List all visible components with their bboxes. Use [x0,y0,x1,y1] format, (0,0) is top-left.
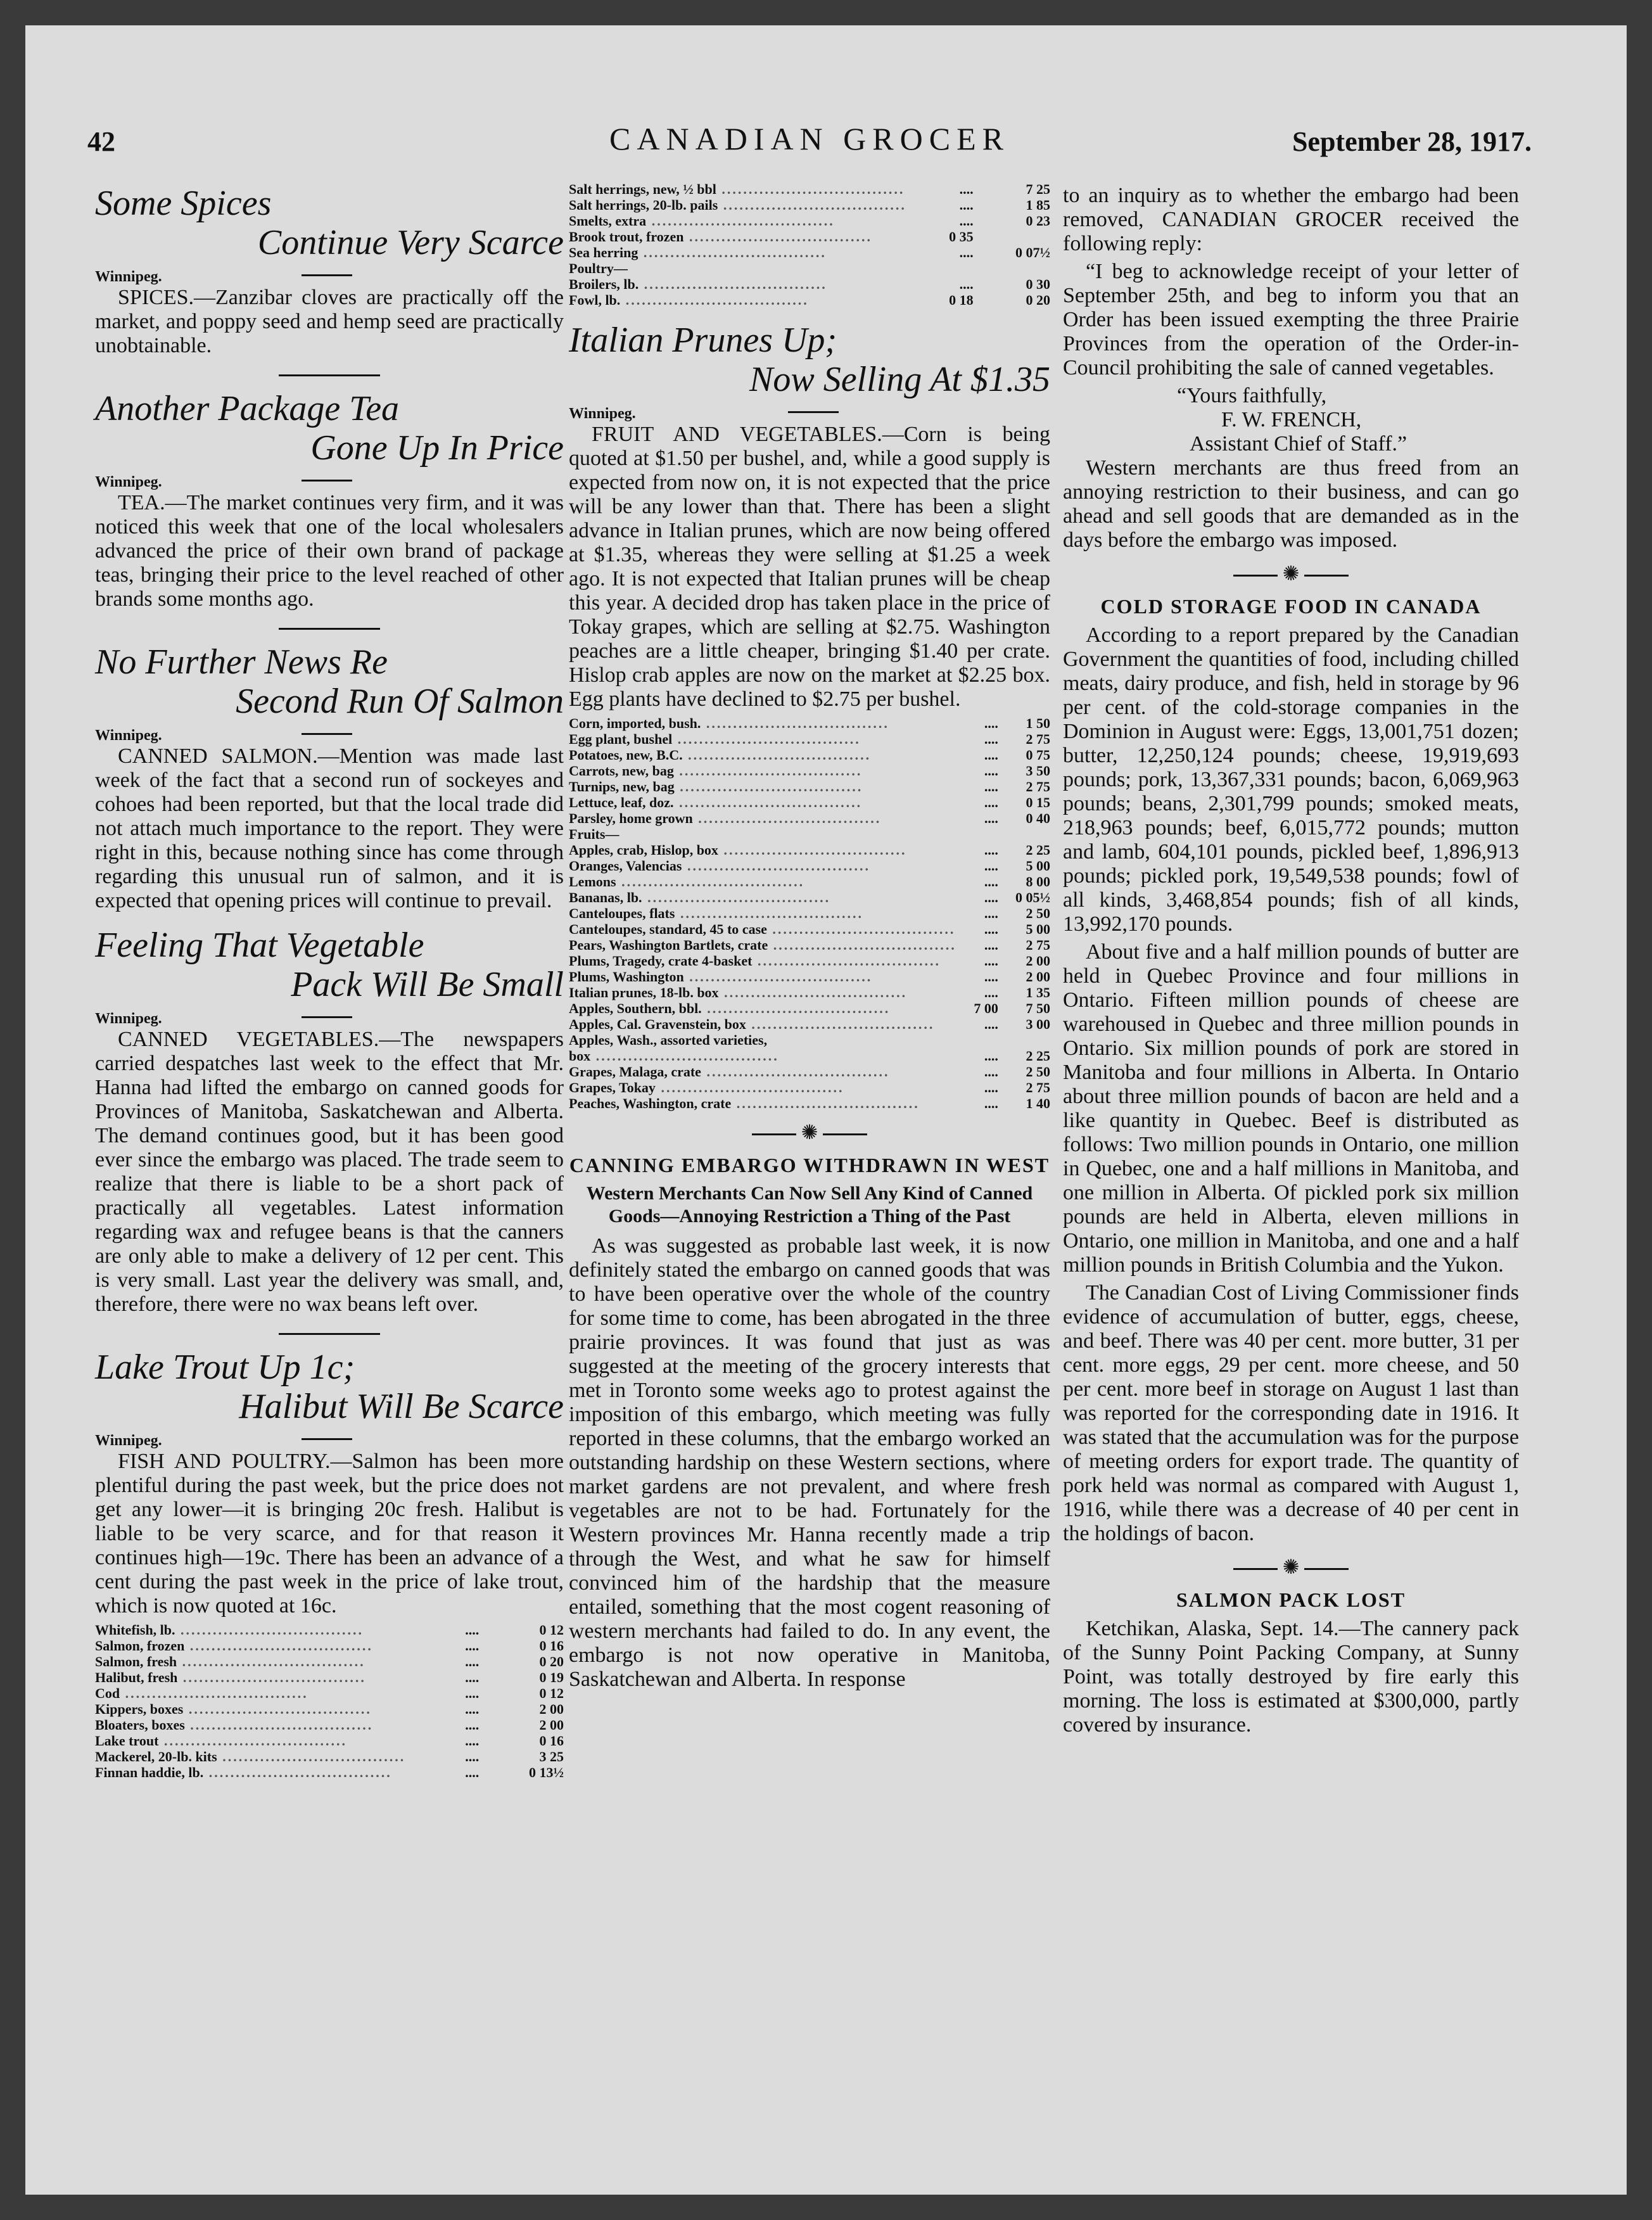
price-item: Cod .................................. [95,1685,308,1701]
price-item: Canteloupes, standard, 45 to case .................................. [569,921,956,937]
price-item: Plums, Washington .................................. [569,969,873,985]
price-high: 2 00 [539,1701,564,1717]
embargo-headline: CANNING EMBARGO WITHDRAWN IN WEST [569,1154,1050,1177]
price-row [569,1095,1050,1111]
embargo-conclusion: Western merchants are thus freed from an annoying restriction to their business, and can go ahead and sell goods that are demanded as in the days before the embargo was imposed. [1063,456,1519,552]
price-item: Apples, Southern, bbl. .................................. [569,1000,891,1016]
price-item: Smelts, extra .................................. [569,213,835,229]
price-item: Plums, Tragedy, crate 4-basket .................................. [569,953,941,969]
price-row [95,1764,564,1780]
price-low: .... [465,1717,480,1733]
price-row [569,229,1050,245]
fish-dateline: Winnipeg. [95,1429,564,1450]
price-item: Lake trout .................................. [95,1733,347,1749]
price-high: 2 00 [539,1717,564,1733]
price-high: 2 75 [1026,779,1050,794]
price-low [956,1032,998,1048]
vegetables-article: CANNED VEGETABLES.—The newspapers carried despatches last week to the effect that Mr. Hanna had lifted the embargo on canned goods for Provinces of Manitoba, Saskatchewan and Alberta. The demand continues good, but it has been good ever since the embargo was placed. The trade seem to realize that there is liable to be a short pack of practically all vegetables. Latest information regarding wax and refugee beans is that the canners are only able to make a delivery of 12 per cent. This is very small. Last year the delivery was small, and, therefore, there were no wax beans left over. [95,1028,564,1316]
price-item: Parsley, home grown .................................. [569,810,882,826]
salmon-dateline: Winnipeg. [95,724,564,744]
price-row [569,1016,1050,1032]
price-item: Bananas, lb. .................................. [569,890,831,905]
price-high: 0 16 [539,1733,564,1749]
price-low: .... [984,858,998,874]
price-high: 0 23 [1026,213,1050,229]
price-high: 0 12 [539,1622,564,1638]
price-item: Lemons .................................. [569,874,805,890]
price-row [569,1064,1050,1080]
prunes-dateline: Winnipeg. [569,402,1050,423]
price-low: .... [959,197,974,213]
price-item: Grapes, Malaga, crate .................................. [569,1064,890,1080]
fish-poultry-price-table [569,181,1050,308]
price-row [569,969,1050,985]
publication-title: CANADIAN GROCER [609,121,1010,156]
price-item: Apples, Cal. Gravenstein, box .................................. [569,1016,935,1032]
price-high: 2 75 [1026,731,1050,747]
price-item: Fruits— [569,826,620,842]
fish-article: FISH AND POULTRY.—Salmon has been more plentiful during the past week, but the price does not get any lower—it is bringing 20c fresh. Halibut is liable to be very scarce, and for that reason it continues high—19c. There has been an advance of a cent during the past week in the price of lake trout, which is now quoted at 16c. [95,1450,564,1617]
price-high: 5 00 [1026,858,1050,874]
price-row [569,276,1050,292]
price-low: .... [465,1701,480,1717]
price-row [569,213,1050,229]
ornament-divider: ✺ [1063,1555,1519,1579]
price-row [569,921,1050,937]
price-low: .... [984,794,998,810]
prunes-article: FRUIT AND VEGETABLES.—Corn is being quoted at $1.50 per bushel, and, while a good supply is expected from now on, it is not expected that the price will be any lower than that. There has been a slight advance in Italian prunes, which are now being offered at $1.35, whereas they were selling at $1.25 a week ago. It is not expected that Italian prunes will be cheap this year. A decided drop has taken place in the price of Tokay grapes, which are selling at $2.75. Washington peaches are a little cheaper, bringing $1.40 per crate. Hislop crab apples are now on the market at $2.25 box. Egg plants have declined to $2.75 per bushel. [569,423,1050,711]
page-header [87,120,1532,171]
price-item: Salmon, frozen .................................. [95,1638,373,1654]
price-item: Mackerel, 20-lb. kits .................................. [95,1749,406,1764]
price-low: .... [984,905,998,921]
embargo-article: As was suggested as probable last week, it is now definitely stated the embargo on canned goods that was to have been operative over the whole of the country for some time to come, has been abrogated in the three prairie provinces. It was found that just as was suggested at the meeting of the grocery interests that met in Toronto some weeks ago to protest against the imposition of this embargo, which meeting was fully reported in these columns, that the embargo worked an outstanding hardship on these Western sections, where market gardens are not prevalent, and where fresh vegetables are not to be had. Fortunately for the Western provinces Mr. Hanna recently made a trip through the West, and what he saw for himself convinced him of the hardship that the measure entailed, something that the most cogent reasoning of western merchants had failed to do. In any event, the embargo is not now operative in Manitoba, Saskatchewan and Alberta. In response [569,1234,1050,1691]
price-item: Lettuce, leaf, doz. .................................. [569,794,863,810]
cold-storage-p3: The Canadian Cost of Living Commissioner finds evidence of accumulation of butter, eggs, cheese, and beef. There was 40 per cent. more butter, 31 per cent. more eggs, 29 per cent. more cheese, and 50 per cent. more beef in storage on August 1 last than was reported for the corresponding date in 1916. It was stated that the accumulation was for the purpose of meeting orders for export trade. The quantity of pork held was normal as compared with August 1, 1916, while there was a decrease of 40 per cent in the holdings of bacon. [1063,1281,1519,1545]
price-high: 1 85 [1026,197,1050,213]
price-high: 0 20 [539,1654,564,1669]
price-high: 5 00 [1026,921,1050,937]
price-row [569,1000,1050,1016]
price-row [569,715,1050,731]
fruit-vegetable-price-table [569,715,1050,1111]
column-left [95,184,564,1784]
price-low: .... [984,810,998,826]
price-row [95,1749,564,1764]
embargo-letter: “I beg to acknowledge receipt of your letter of September 25th, and beg to inform you that an Order has been issued exempting the three Prairie Provinces from the operation of the Order-in-Council prohibiting the sale of canned vegetables. [1063,260,1519,380]
price-low: .... [465,1654,480,1669]
price-row [95,1701,564,1717]
price-high: 0 15 [1026,794,1050,810]
price-item: Turnips, new, bag .................................. [569,779,863,794]
tea-article: TEA.—The market continues very firm, and it was noticed this week that one of the local wholesalers advanced the price of their own brand of package teas, bringing their price to the level reached of other brands some months ago. [95,491,564,611]
price-low: .... [984,1016,998,1032]
price-item: Brook trout, frozen .................................. [569,229,872,245]
salmon-headline: No Further News Re Second Run Of Salmon [95,642,564,721]
price-high: 1 40 [1026,1095,1050,1111]
price-row [569,858,1050,874]
price-item: box .................................. [569,1048,779,1064]
column-middle [569,177,1050,1695]
price-row [569,245,1050,260]
issue-date: September 28, 1917. [1292,126,1532,157]
page-number: 42 [87,126,115,157]
vegetables-dateline: Winnipeg. [95,1007,564,1028]
price-high [974,260,1050,276]
price-row [95,1733,564,1749]
price-item: Salmon, fresh .................................. [95,1654,365,1669]
price-low: .... [984,969,998,985]
price-row [569,747,1050,763]
price-high: 0 40 [1026,810,1050,826]
price-high: 2 75 [1026,1080,1050,1095]
salmon-article: CANNED SALMON.—Mention was made last week of the fact that a second run of sockeyes and cohoes had been reported, but that the local trade did not attach much importance to the report. They were right in this, because nothing since has come through regarding this unusual run of salmon, and it is expected that opening prices will continue to prevail. [95,744,564,912]
price-high: 1 35 [1026,985,1050,1000]
price-high: 0 75 [1026,747,1050,763]
price-row [569,905,1050,921]
price-low: .... [959,213,974,229]
price-row [569,794,1050,810]
price-item: Egg plant, bushel .................................. [569,731,861,747]
price-low [956,826,998,842]
price-item: Broilers, lb. .................................. [569,276,827,292]
embargo-subheadline: Western Merchants Can Now Sell Any Kind of Canned Goods—Annoying Restriction a Thing of the Past [586,1183,1033,1227]
spices-headline: Some Spices Continue Very Scarce [95,184,564,262]
price-low: .... [984,747,998,763]
price-high: 2 75 [1026,937,1050,953]
price-high: 2 50 [1026,905,1050,921]
price-low: .... [984,715,998,731]
price-row [95,1654,564,1669]
price-item: Potatoes, new, B.C. .................................. [569,747,872,763]
price-high: 0 05½ [1015,890,1050,905]
price-row [95,1685,564,1701]
cold-storage-p2: About five and a half million pounds of butter are held in Quebec Province and four millions in Ontario. Fifteen million pounds of cheese are warehoused in Quebec and three million pounds in Ontario. Six million pounds of pork are stored in Manitoba and four millions in Alberta. In Ontario about three million pounds of bacon are held and a like quantity in Quebec. Beef is distributed as follows: Two million pounds in Ontario, one million in Quebec, one and a half millions in Manitoba, and one million in Alberta. Of pickled pork six million pounds are held in Alberta, eleven millions in Ontario, one million in Manitoba, and one and a half million pounds in British Columbia and the Yukon. [1063,940,1519,1277]
price-row [569,197,1050,213]
cold-storage-p1: According to a report prepared by the Canadian Government the quantities of food, including chilled meats, dairy produce, and fish, held in storage by 96 per cent. of the cold-storage companies in the Dominion in August were: Eggs, 13,001,751 dozen; butter, 12,250,124 pounds; cheese, 19,919,693 pounds; pork, 13,367,331 pounds; bacon, 6,069,963 pounds; beans, 2,301,799 pounds; smoked meats, 218,963 pounds; beef, 6,015,772 pounds; mutton and lamb, 604,101 pounds, pickled beef, 1,896,913 pounds; pickled pork, 19,549,538 pounds; fowl of all kinds, 3,468,854 pounds; fish of all kinds, 13,992,170 pounds. [1063,623,1519,936]
price-row [569,953,1050,969]
price-low: .... [984,921,998,937]
price-item: Canteloupes, flats .................................. [569,905,863,921]
price-row [569,763,1050,779]
price-row [95,1669,564,1685]
price-high: 0 19 [539,1669,564,1685]
ornament-divider: ✺ [569,1120,1050,1144]
price-low: .... [959,245,974,260]
price-item: Carrots, new, bag .................................. [569,763,863,779]
price-high: 0 13½ [529,1764,564,1780]
price-low: .... [959,181,974,197]
price-low: .... [984,985,998,1000]
price-low: .... [984,937,998,953]
price-high: 8 00 [1026,874,1050,890]
divider [279,628,380,630]
cold-storage-headline: COLD STORAGE FOOD IN CANADA [1100,595,1482,618]
price-low: .... [465,1669,480,1685]
tea-dateline: Winnipeg. [95,470,564,491]
price-item: Oranges, Valencias .................................. [569,858,870,874]
price-low [906,260,974,276]
letter-signature: “Yours faithfully, F. W. FRENCH, Assistant Chief of Staff.” [1177,384,1407,456]
price-high [974,229,1050,245]
price-high [998,1032,1050,1048]
price-row [569,826,1050,842]
price-high: 2 25 [1026,842,1050,858]
price-item: Sea herring .................................. [569,245,827,260]
divider [279,374,380,376]
price-low: 7 00 [974,1000,998,1016]
price-row [569,1048,1050,1064]
price-high: 2 25 [1026,1048,1050,1064]
price-row [569,937,1050,953]
price-low: .... [984,842,998,858]
spices-dateline: Winnipeg. [95,265,564,286]
magazine-page [25,25,1627,2195]
price-low: .... [465,1733,480,1749]
price-low: .... [984,731,998,747]
price-row [569,292,1050,308]
price-row [569,842,1050,858]
price-item: Apples, Wash., assorted varieties, [569,1032,768,1048]
price-row [569,874,1050,890]
price-high: 7 50 [1026,1000,1050,1016]
price-high: 2 00 [1026,953,1050,969]
price-row [569,260,1050,276]
price-low: .... [984,953,998,969]
price-item: Kippers, boxes .................................. [95,1701,372,1717]
price-low: .... [984,763,998,779]
price-row [95,1717,564,1733]
price-row [569,985,1050,1000]
fish-headline: Lake Trout Up 1c; Halibut Will Be Scarce [95,1348,564,1426]
price-item: Halibut, fresh .................................. [95,1669,366,1685]
vegetables-headline: Feeling That Vegetable Pack Will Be Small [95,926,564,1004]
embargo-continued: to an inquiry as to whether the embargo had been removed, CANADIAN GROCER received the following reply: [1063,184,1519,255]
price-item: Grapes, Tokay .................................. [569,1080,844,1095]
price-high: 3 25 [539,1749,564,1764]
price-low: .... [959,276,974,292]
price-low: .... [465,1638,480,1654]
price-row [569,1080,1050,1095]
price-low: .... [465,1749,480,1764]
price-low: .... [465,1685,480,1701]
price-low: .... [984,1048,998,1064]
price-high: 3 00 [1026,1016,1050,1032]
price-item: Salt herrings, new, ½ bbl .................................. [569,181,905,197]
price-item: Pears, Washington Bartlets, crate .................................. [569,937,956,953]
price-low: .... [984,874,998,890]
price-row [569,810,1050,826]
price-high: 0 16 [539,1638,564,1654]
price-high: 1 50 [1026,715,1050,731]
column-right [1063,184,1519,1741]
price-row [95,1622,564,1638]
price-high: 0 20 [1026,292,1050,308]
price-high: 2 50 [1026,1064,1050,1080]
price-low: 0 18 [949,292,974,308]
price-high: 2 00 [1026,969,1050,985]
salmon-pack-article: Ketchikan, Alaska, Sept. 14.—The cannery pack of the Sunny Point Packing Company, at Sunny Point, was totally destroyed by fire early this morning. The loss is estimated at $300,000, partly covered by insurance. [1063,1617,1519,1737]
price-row [569,890,1050,905]
price-item: Fowl, lb. .................................. [569,292,809,308]
ornament-divider: ✺ [1063,561,1519,585]
price-high: 0 12 [539,1685,564,1701]
price-row [569,181,1050,197]
salmon-pack-headline: SALMON PACK LOST [1176,1588,1406,1611]
spices-article: SPICES.—Zanzibar cloves are practically off the market, and poppy seed and hemp seed are practically unobtainable. [95,286,564,357]
price-row [569,779,1050,794]
price-low: .... [984,1080,998,1095]
price-item: Finnan haddie, lb. .................................. [95,1764,392,1780]
price-item: Salt herrings, 20-lb. pails .................................. [569,197,906,213]
price-low: .... [465,1764,480,1780]
price-low: .... [465,1622,480,1638]
price-low: .... [984,1064,998,1080]
price-row [95,1638,564,1654]
price-high: 3 50 [1026,763,1050,779]
price-high: 7 25 [1026,181,1050,197]
price-item: Peaches, Washington, crate .................................. [569,1095,920,1111]
tea-headline: Another Package Tea Gone Up In Price [95,389,564,468]
price-item: Whitefish, lb. .................................. [95,1622,364,1638]
price-item: Corn, imported, bush. .................................. [569,715,889,731]
price-high [998,826,1050,842]
prunes-headline: Italian Prunes Up; Now Selling At $1.35 [569,321,1050,399]
divider [279,1333,380,1335]
price-item: Italian prunes, 18-lb. box .................................. [569,985,908,1000]
fish-price-table [95,1622,564,1780]
price-low: .... [984,779,998,794]
price-high: 0 30 [1026,276,1050,292]
price-row [569,1032,1050,1048]
price-item: Bloaters, boxes .................................. [95,1717,374,1733]
price-low: .... [984,890,998,905]
price-row [569,731,1050,747]
price-high: 0 07½ [1015,245,1050,260]
price-low: .... [984,1095,998,1111]
price-item: Apples, crab, Hislop, box .................................. [569,842,907,858]
price-low: 0 35 [949,229,974,245]
price-item: Poultry— [569,260,628,276]
